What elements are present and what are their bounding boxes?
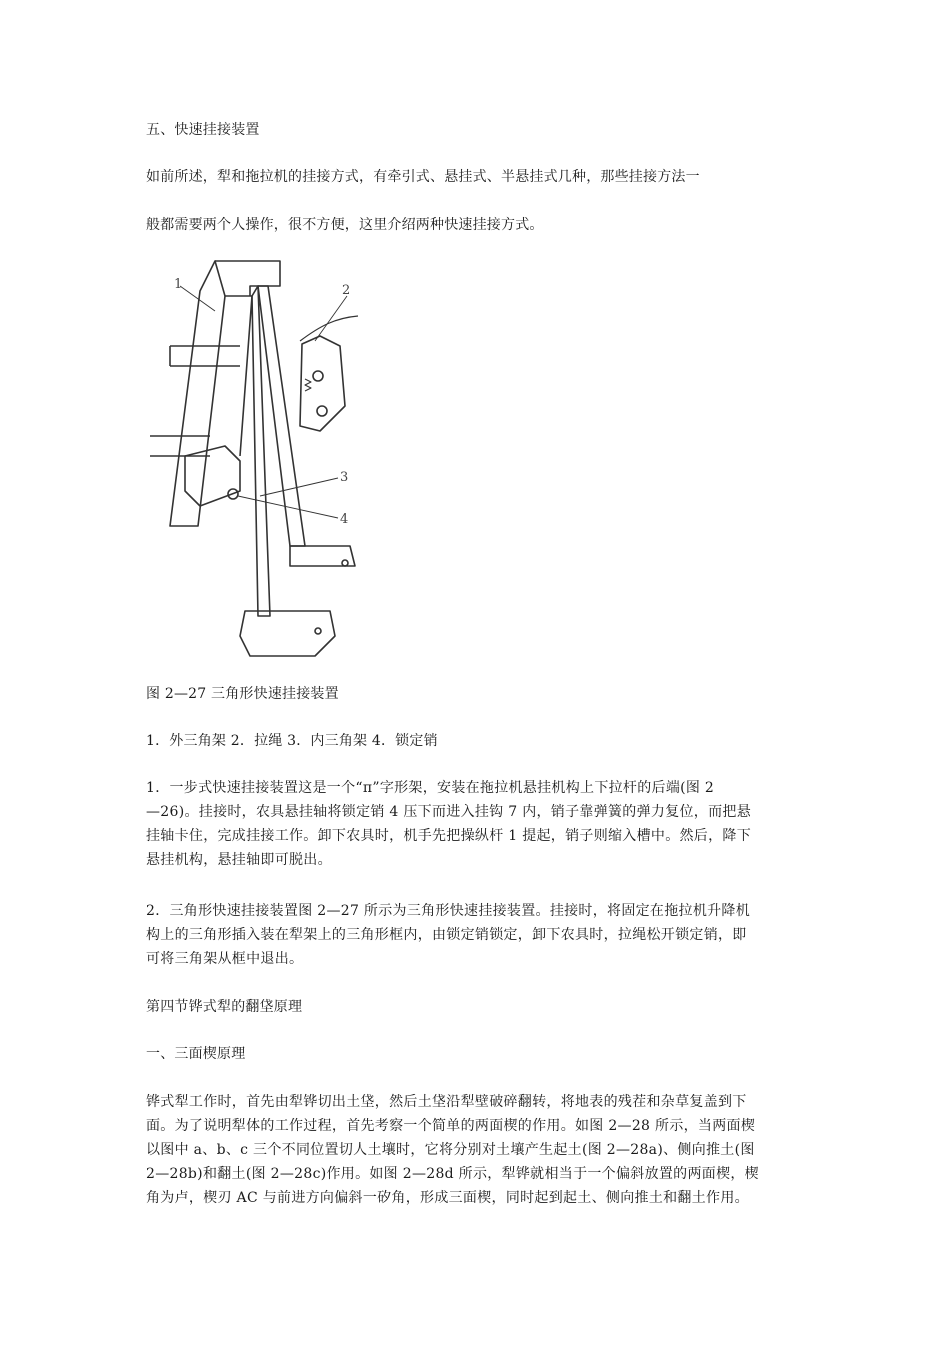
paragraph-three-face-wedge	[146, 1090, 812, 1210]
text-line: —26)。挂接时，农具悬挂轴将锁定销 4 压下而进入挂钩 7 内，销子靠弹簧的弹力复位，而把悬	[146, 804, 751, 820]
section-four-heading: 第四节铧式犁的翻垡原理	[146, 999, 303, 1015]
paragraph-one-step-hitch	[146, 776, 812, 872]
paragraph-triangle-hitch	[146, 899, 812, 971]
text-line: 悬挂机构，悬挂轴即可脱出。	[146, 852, 332, 868]
fig-label-3: 3	[340, 470, 349, 485]
upper-hook	[290, 546, 355, 566]
inner-frame-right	[258, 286, 305, 546]
figure-caption: 图 2—27 三角形快速挂接装置	[146, 686, 339, 702]
outer-frame-left-leg	[170, 261, 225, 526]
text-line: 构上的三角形插入装在犁架上的三角形框内，由锁定销锁定，卸下农具时，拉绳松开锁定销，即	[146, 927, 747, 943]
text-line: 2—28b)和翻土(图 2—28c)作用。如图 2—28d 所示，犁铧就相当于一个偏斜放置的两面楔，楔	[146, 1166, 759, 1182]
inner-frame-left	[252, 286, 270, 616]
outer-frame-strut	[225, 296, 252, 456]
text-line: 可将三角架从框中退出。	[146, 951, 304, 967]
fig-label-2: 2	[342, 283, 351, 298]
outer-frame-top	[215, 261, 280, 296]
intro-line-1: 如前所述，犁和拖拉机的挂接方式，有牵引式、悬挂式、半悬挂式几种，那些挂接方法一	[146, 169, 700, 185]
fig-label-1: 1	[174, 277, 183, 292]
text-line: 2．三角形快速挂接装置图 2—27 所示为三角形快速挂接装置。挂接时，将固定在拖拉机升降机	[146, 903, 751, 919]
hitch-figure	[140, 256, 370, 661]
text-line: 铧式犁工作时，首先由犁铧切出土垡，然后土垡沿犁壁破碎翻转，将地表的残茬和杂草复盖到下	[146, 1094, 747, 1110]
text-line: 面。为了说明犁体的工作过程，首先考察一个简单的两面楔的作用。如图 2—28 所示，当两面楔	[146, 1118, 756, 1134]
text-line: 以图中 a、b、c 三个不同位置切人土壤时，它将分别对土壤产生起土(图 2—28a)、侧向推土(图	[146, 1142, 755, 1158]
text-line: 1．一步式快速挂接装置这是一个“π”字形架，安装在拖拉机悬挂机构上下拉杆的后端(图 2	[146, 780, 715, 796]
lower-bracket	[185, 446, 240, 506]
triangular-hitch-drawing	[140, 256, 370, 661]
figure-legend: 1．外三角架 2．拉绳 3．内三角架 4．锁定销	[146, 733, 438, 749]
pull-rope	[300, 316, 358, 341]
fig-label-4: 4	[340, 512, 349, 527]
text-line: 角为卢，楔刃 AC 与前进方向偏斜一矽角，形成三面楔，同时起到起土、侧向推土和翻土作用。	[146, 1190, 749, 1206]
text-line: 挂轴卡住，完成挂接工作。卸下农具时，机手先把操纵杆 1 提起，销子则缩入槽中。然后，降下	[146, 828, 752, 844]
section-heading: 五、快速挂接装置	[146, 122, 260, 138]
subsection-heading: 一、三面楔原理	[146, 1046, 246, 1062]
intro-line-2: 般都需要两个人操作，很不方便，这里介绍两种快速挂接方式。	[146, 217, 544, 233]
